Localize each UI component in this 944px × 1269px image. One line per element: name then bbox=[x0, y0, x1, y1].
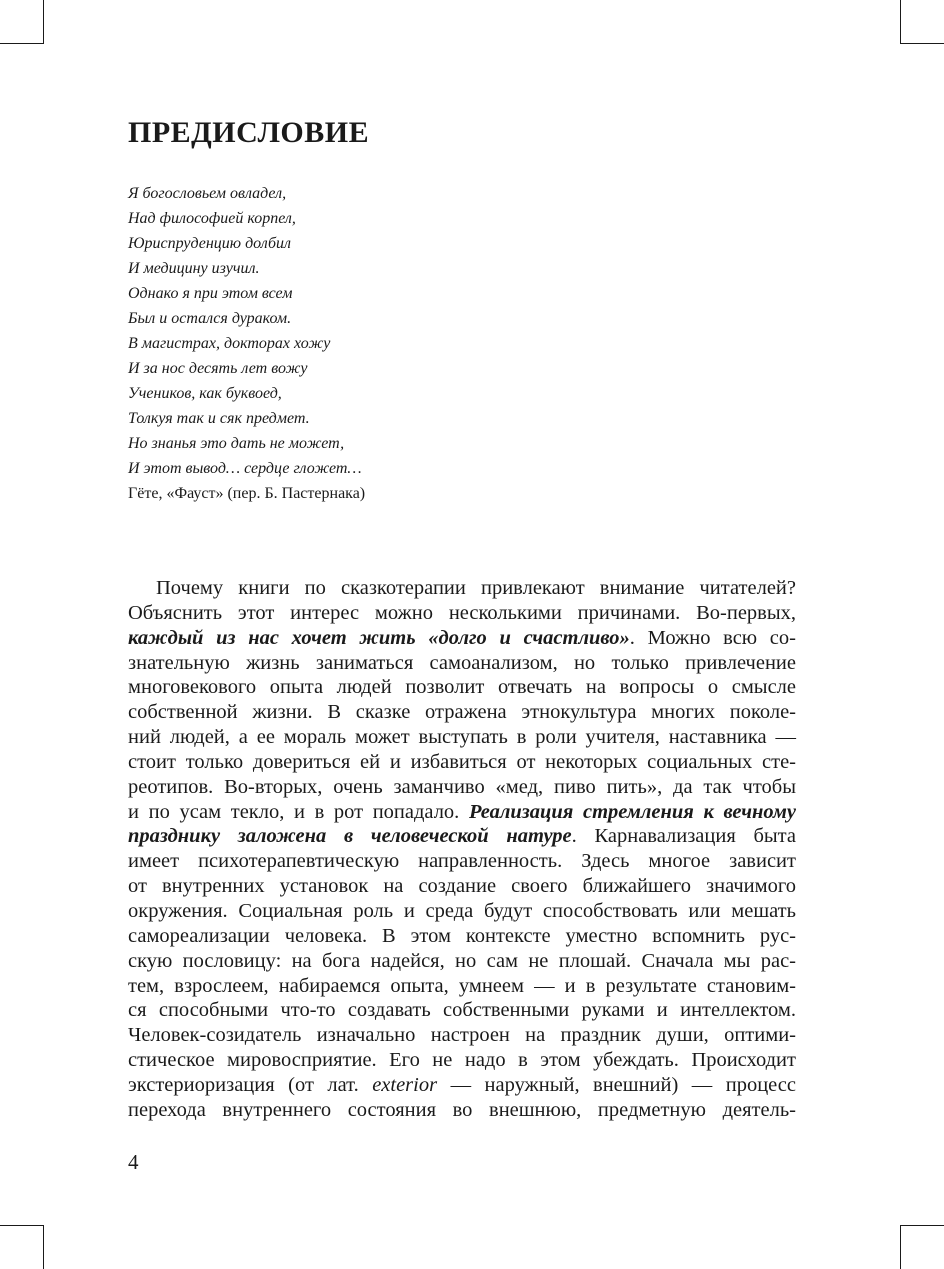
text-run: Почему книги по сказкотерапии привлекают внимание читателей? bbox=[156, 577, 796, 599]
body-line bbox=[128, 626, 796, 651]
text-run: и по усам текло, и в рот попадало. bbox=[128, 800, 469, 823]
crop-mark-top-left bbox=[0, 43, 44, 44]
body-line bbox=[128, 800, 796, 825]
italic-run: exterior bbox=[372, 1073, 438, 1096]
text-run: перехода внутреннего состояния во внешнюю, предметную деятель- bbox=[128, 1098, 796, 1121]
text-run: . Карнавализация быта bbox=[571, 825, 796, 848]
text-run: Объяснить этот интерес можно несколькими причинами. Во-первых, bbox=[128, 601, 796, 624]
body-line bbox=[128, 750, 796, 775]
text-run: тем, взрослеем, набираемся опыта, умнеем — и в результате становим- bbox=[128, 974, 796, 997]
body-line bbox=[128, 1073, 796, 1098]
body-line bbox=[128, 824, 796, 849]
text-run: экстериоризация (от лат. bbox=[128, 1073, 373, 1096]
crop-mark-top-left bbox=[43, 0, 44, 44]
text-run: знательную жизнь заниматься самоанализом, но только привлечение bbox=[128, 651, 796, 674]
page-title: ПРЕДИСЛОВИЕ bbox=[128, 116, 370, 149]
text-run: самореализации человека. В этом контексте уместно вспомнить рус- bbox=[128, 924, 796, 947]
text-run: Человек-созидатель изначально настроен на праздник души, оптими- bbox=[128, 1024, 796, 1047]
epigraph-line: Учеников, как буквоед, bbox=[128, 385, 282, 402]
emphasis-run: празднику заложена в человеческой натуре bbox=[128, 825, 572, 848]
page-number: 4 bbox=[128, 1150, 139, 1174]
text-run: имеет психотерапевтическую направленность. Здесь многое зависит bbox=[128, 850, 796, 873]
body-line bbox=[128, 675, 796, 700]
crop-mark-bottom-right bbox=[900, 1225, 901, 1269]
emphasis-run: каждый из нас хочет жить «долго и счастливо» bbox=[128, 626, 630, 649]
text-run: . Можно всю со- bbox=[629, 626, 796, 649]
epigraph bbox=[128, 181, 548, 506]
body-text bbox=[128, 576, 796, 1123]
emphasis-run: Реализация стремления к вечному bbox=[468, 800, 796, 823]
body-line bbox=[128, 651, 796, 676]
text-run: скую пословицу: на бога надейся, но сам не плошай. Сначала мы рас- bbox=[128, 949, 796, 972]
body-line bbox=[128, 998, 796, 1023]
text-run: стоит только довериться ей и избавиться от некоторых социальных сте- bbox=[128, 750, 796, 773]
epigraph-line: Толкуя так и сяк предмет. bbox=[128, 410, 310, 427]
body-line bbox=[128, 974, 796, 999]
epigraph-line: И этот вывод… сердце гложет… bbox=[128, 460, 362, 477]
epigraph-line: И за нос десять лет вожу bbox=[128, 360, 308, 377]
text-run: стическое мировосприятие. Его не надо в этом убеждать. Происходит bbox=[128, 1049, 796, 1072]
body-line bbox=[128, 576, 796, 601]
crop-mark-bottom-right bbox=[900, 1225, 944, 1226]
text-run: собственной жизни. В сказке отражена этнокультура многих поколе- bbox=[128, 701, 796, 724]
text-run: ся способными что-то создавать собственными руками и интеллектом. bbox=[128, 999, 796, 1022]
body-line bbox=[128, 949, 796, 974]
crop-mark-top-right bbox=[900, 43, 944, 44]
text-run: — наружный, внешний) — процесс bbox=[437, 1073, 796, 1096]
epigraph-line: Я богословьем овладел, bbox=[128, 185, 287, 202]
text-run: реотипов. Во-вторых, очень заманчиво «мед, пиво пить», да так чтобы bbox=[128, 775, 796, 798]
body-line bbox=[128, 924, 796, 949]
body-line bbox=[128, 601, 796, 626]
epigraph-verse bbox=[128, 181, 548, 481]
body-line bbox=[128, 775, 796, 800]
body-line bbox=[128, 874, 796, 899]
epigraph-line: Юриспруденцию долбил bbox=[128, 235, 291, 252]
epigraph-line: В магистрах, докторах хожу bbox=[128, 335, 331, 352]
body-line bbox=[128, 725, 796, 750]
crop-mark-bottom-left bbox=[43, 1225, 44, 1269]
epigraph-line: Но знанья это дать не может, bbox=[128, 435, 345, 452]
body-line bbox=[128, 1048, 796, 1073]
text-run: от внутренних установок на создание своего ближайшего значимого bbox=[128, 875, 796, 898]
body-line bbox=[128, 849, 796, 874]
text-run: окружения. Социальная роль и среда будут способствовать или мешать bbox=[128, 899, 796, 922]
text-run: многовекового опыта людей позволит отвечать на вопросы о смысле bbox=[128, 676, 796, 699]
body-line bbox=[128, 1023, 796, 1048]
body-line bbox=[128, 1098, 796, 1123]
epigraph-attribution: Гёте, «Фауст» (пер. Б. Пастернака) bbox=[128, 485, 366, 502]
body-line bbox=[128, 899, 796, 924]
crop-mark-top-right bbox=[900, 0, 901, 44]
body-line bbox=[128, 700, 796, 725]
epigraph-line: Над философией корпел, bbox=[128, 210, 296, 227]
crop-mark-bottom-left bbox=[0, 1225, 44, 1226]
text-run: ний людей, а ее мораль может выступать в роли учителя, наставника — bbox=[128, 726, 796, 749]
epigraph-line: Однако я при этом всем bbox=[128, 285, 293, 302]
epigraph-line: Был и остался дураком. bbox=[128, 310, 292, 327]
epigraph-line: И медицину изучил. bbox=[128, 260, 260, 277]
